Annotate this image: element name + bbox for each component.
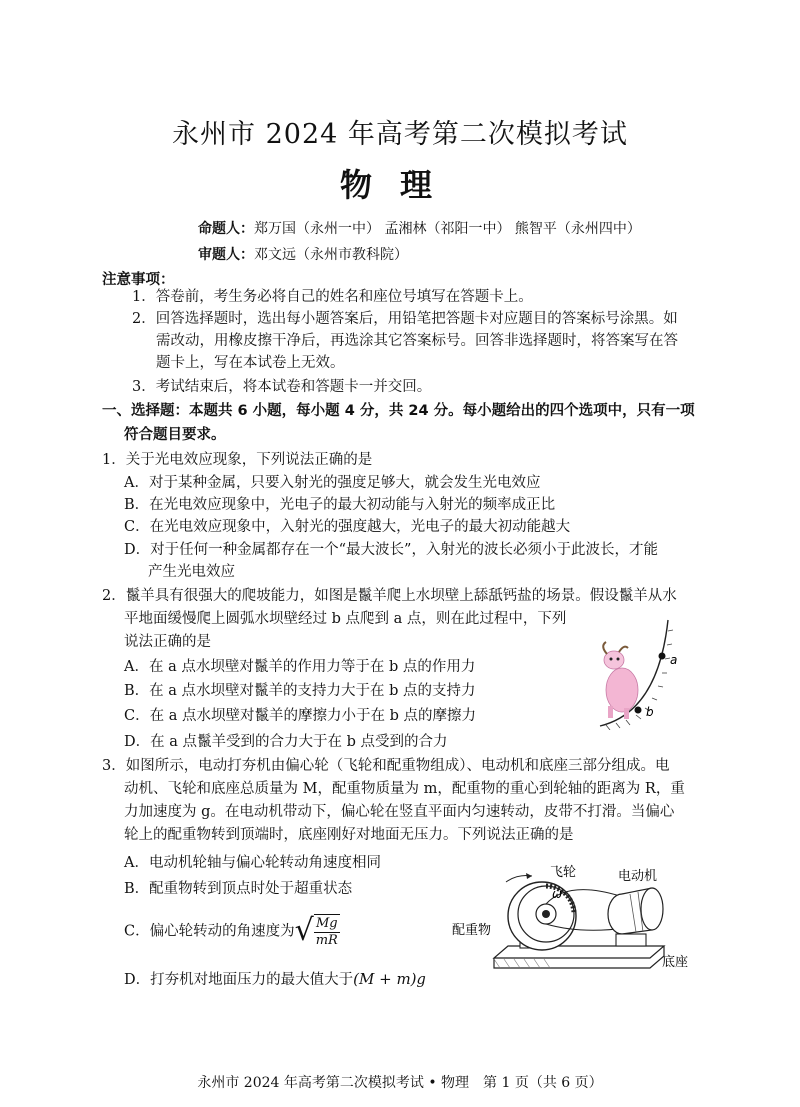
counterweight-label: 配重物 — [452, 923, 492, 938]
q2-option-a: A．在 a 点水坝壁对鬣羊的作用力等于在 b 点的作用力 — [124, 659, 476, 675]
dam-goat-figure — [592, 612, 702, 730]
q3-stem-cont3: 轮上的配重物转到顶端时，底座刚好对地面无压力。下列说法正确的是 — [124, 827, 574, 843]
section-heading-cont: 符合题目要求。 — [124, 427, 226, 443]
q2-stem-cont: 平地面缓慢爬上圆弧水坝壁经过 b 点爬到 a 点，则在此过程中，下列 — [124, 611, 567, 627]
q3-option-d-text: D．打夯机对地面压力的最大值大于 — [124, 972, 354, 988]
page-footer: 永州市 2024 年高考第二次模拟考试 • 物理 第 1 页（共 6 页） — [197, 1075, 603, 1091]
authors-text: 郑万国（永州一中） 孟湘林（祁阳一中） 熊智平（永州四中） — [254, 221, 641, 237]
section-heading: 一、选择题：本题共 6 小题，每小题 4 分，共 24 分。每小题给出的四个选项中，只有一项 — [102, 403, 695, 419]
fraction-denominator: mR — [315, 933, 338, 948]
q2-option-c: C．在 a 点水坝壁对鬣羊的摩擦力小于在 b 点的摩擦力 — [124, 708, 476, 724]
point-b-label: b — [646, 705, 654, 719]
point-b-marker — [635, 707, 642, 714]
reviewer-line — [198, 244, 408, 264]
note-item-2-cont: 需改动，用橡皮擦干净后，再选涂其它答案标号。回答非选择题时，将答案写在答 — [156, 333, 678, 349]
q2-option-d: D．在 a 点鬣羊受到的合力大于在 b 点受到的合力 — [124, 734, 448, 750]
note-item-1: 1．答卷前，考生务必将自己的姓名和座位号填写在答题卡上。 — [132, 289, 533, 305]
q1-stem: 1．关于光电效应现象，下列说法正确的是 — [102, 452, 373, 468]
reviewer-text: 邓文远（永州市教科院） — [254, 247, 408, 263]
q3-option-c-text: C．偏心轮转动的角速度为 — [124, 923, 295, 940]
q1-option-c: C．在光电效应现象中，入射光的强度越大，光电子的最大初动能越大 — [124, 519, 571, 535]
note-item-3: 3．考试结束后，将本试卷和答题卡一并交回。 — [132, 379, 432, 395]
q3-stem-cont2: 力加速度为 g。在电动机带动下，偏心轮在竖直平面内匀速转动，皮带不打滑。当偏心 — [124, 804, 675, 820]
omega-label: ω — [552, 887, 563, 901]
sqrt-expression: √ $\frac{Mg}{mR}$ — [294, 913, 338, 948]
note-item-2: 2．回答选择题时，选出每小题答案后，用铅笔把答题卡对应题目的答案标号涂黑。如 — [132, 311, 678, 327]
q2-option-b: B．在 a 点水坝壁对鬣羊的支持力大于在 b 点的支持力 — [124, 683, 476, 699]
q3-stem-cont: 动机、飞轮和底座总质量为 M，配重物质量为 m，配重物的重心到轮轴的距离为 R，重 — [124, 781, 685, 797]
q3-option-d — [124, 968, 426, 991]
q2-stem: 2．鬣羊具有很强大的爬坡能力，如图是鬣羊爬上水坝壁上舔舐钙盐的场景。假设鬣羊从水 — [102, 588, 677, 604]
q3-stem: 3．如图所示，电动打夯机由偏心轮（飞轮和配重物组成）、电动机和底座三部分组成。电 — [102, 758, 670, 774]
q3-option-a: A．电动机轮轴与偏心轮转动角速度相同 — [124, 855, 381, 871]
point-a-marker — [659, 653, 666, 660]
q3-option-d-expr: (M + m) — [353, 970, 417, 988]
note-item-2-cont2: 题卡上，写在本试卷上无效。 — [156, 355, 345, 371]
fraction-numerator: Mg — [314, 916, 340, 933]
point-a-label: a — [670, 653, 678, 667]
tamper-machine-figure — [450, 858, 700, 978]
motor-label: 电动机 — [618, 869, 658, 884]
goat-icon — [603, 642, 638, 719]
reviewer-label: 审题人： — [198, 247, 254, 263]
base-label: 底座 — [662, 955, 689, 970]
q3-option-d-g: g — [416, 972, 426, 988]
q3-option-b: B．配重物转到顶点时处于超重状态 — [124, 881, 353, 897]
authors-line — [198, 218, 641, 238]
authors-label: 命题人： — [198, 221, 254, 237]
q3-option-c — [124, 914, 340, 949]
q1-option-b: B．在光电效应现象中，光电子的最大初动能与入射光的频率成正比 — [124, 497, 556, 513]
q1-option-a: A．对于某种金属，只要入射光的强度足够大，就会发生光电效应 — [124, 475, 541, 491]
q2-stem-cont2: 说法正确的是 — [124, 634, 211, 650]
flywheel-label: 飞轮 — [550, 865, 577, 880]
q1-option-d-cont: 产生光电效应 — [148, 564, 235, 580]
notes-heading: 注意事项： — [102, 272, 175, 288]
subject-title: 物理 — [339, 166, 460, 204]
exam-title: 永州市 2024 年高考第二次模拟考试 — [172, 119, 628, 150]
q1-option-d: D．对于任何一种金属都存在一个“最大波长”，入射光的波长必须小于此波长，才能 — [124, 542, 658, 558]
